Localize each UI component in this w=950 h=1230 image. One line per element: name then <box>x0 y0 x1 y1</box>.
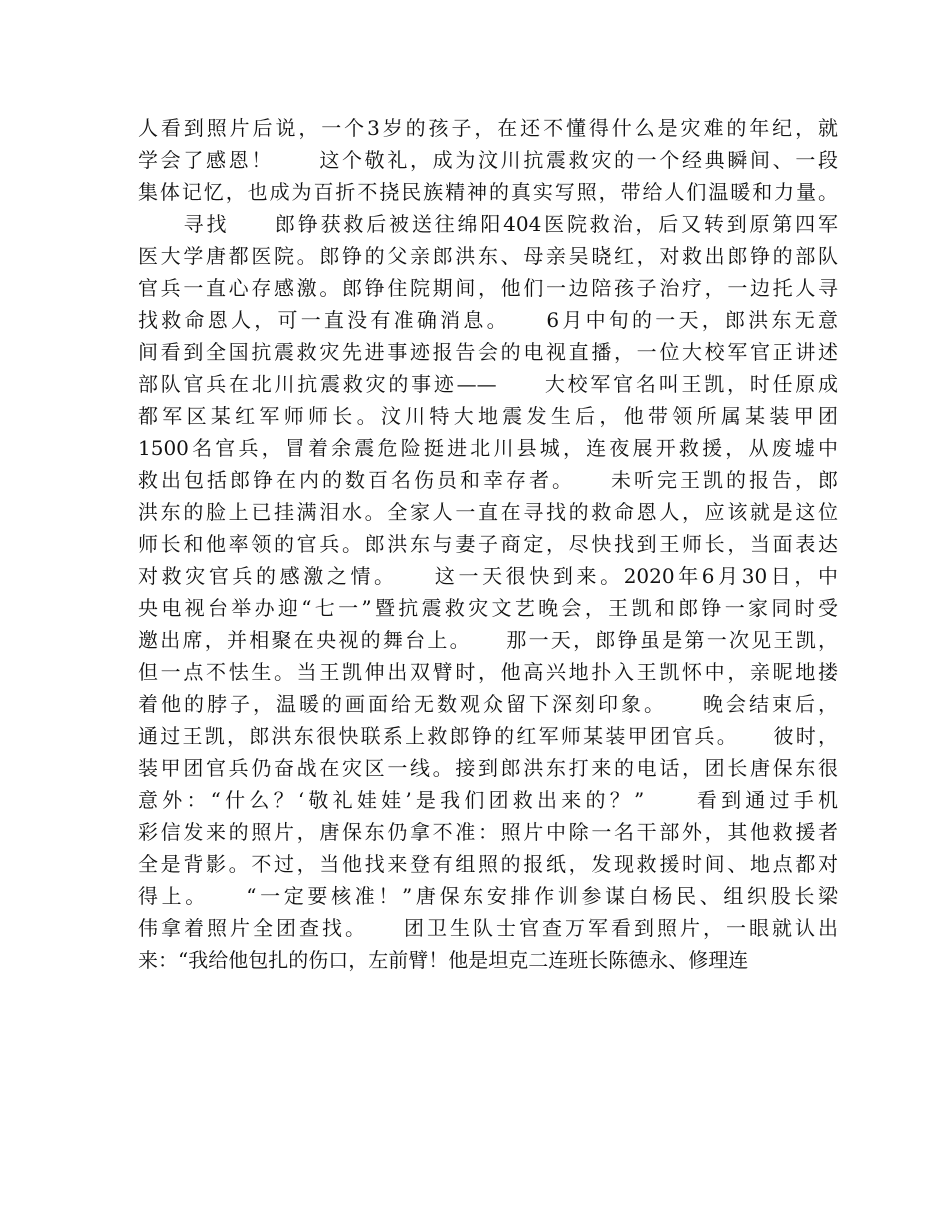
text-line: 全是背影。不过，当他找来登有组照的报纸，发现救援时间、地点都对 <box>138 852 838 876</box>
text-line: 救出包括郎铮在内的数百名伤员和幸存者。 未听完王凯的报告，郎 <box>138 468 838 492</box>
text-line: 部队官兵在北川抗震救灾的事迹—— 大校军官名叫王凯，时任原成 <box>138 372 838 396</box>
text-line: 装甲团官兵仍奋战在灾区一线。接到郎洪东打来的电话，团长唐保东很 <box>138 756 838 780</box>
text-line: 来：“我给他包扎的伤口，左前臂！他是坦克二连班长陈德永、修理连 <box>138 948 749 972</box>
text-line: 着他的脖子，温暖的画面给无数观众留下深刻印象。 晚会结束后， <box>138 692 838 716</box>
text-line: 学会了感恩！ 这个敬礼，成为汶川抗震救灾的一个经典瞬间、一段 <box>138 148 838 172</box>
text-line: 集体记忆，也成为百折不挠民族精神的真实写照，带给人们温暖和力量。 <box>138 180 838 204</box>
text-line: 通过王凯，郎洪东很快联系上救郎铮的红军师某装甲团官兵。 彼时， <box>138 724 838 748</box>
text-line: 央电视台举办迎“七一”暨抗震救灾文艺晚会，王凯和郎铮一家同时受 <box>138 596 838 620</box>
text-line: 寻找 郎铮获救后被送往绵阳404医院救治，后又转到原第四军 <box>138 212 838 236</box>
text-line: 间看到全国抗震救灾先进事迹报告会的电视直播，一位大校军官正讲述 <box>138 340 838 364</box>
text-line: 师长和他率领的官兵。郎洪东与妻子商定，尽快找到王师长，当面表达 <box>138 532 838 556</box>
text-line: 都军区某红军师师长。汶川特大地震发生后，他带领所属某装甲团 <box>138 404 838 428</box>
body-text <box>138 112 838 976</box>
text-line: 对救灾官兵的感激之情。 这一天很快到来。2020年6月30日，中 <box>138 564 838 588</box>
text-line: 洪东的脸上已挂满泪水。全家人一直在寻找的救命恩人，应该就是这位 <box>138 500 838 524</box>
text-line: 找救命恩人，可一直没有准确消息。 6月中旬的一天，郎洪东无意 <box>138 308 838 332</box>
text-line: 但一点不怯生。当王凯伸出双臂时，他高兴地扑入王凯怀中，亲昵地搂 <box>138 660 838 684</box>
text-line: 邀出席，并相聚在央视的舞台上。 那一天，郎铮虽是第一次见王凯， <box>138 628 838 652</box>
text-line: 人看到照片后说，一个3岁的孩子，在还不懂得什么是灾难的年纪，就 <box>138 116 838 140</box>
text-line: 彩信发来的照片，唐保东仍拿不准：照片中除一名干部外，其他救援者 <box>138 820 838 844</box>
text-line: 官兵一直心存感激。郎铮住院期间，他们一边陪孩子治疗，一边托人寻 <box>138 276 838 300</box>
text-line: 1500名官兵，冒着余震危险挺进北川县城，连夜展开救援，从废墟中 <box>138 436 838 460</box>
text-line: 医大学唐都医院。郎铮的父亲郎洪东、母亲吴晓红，对救出郎铮的部队 <box>138 244 838 268</box>
text-line: 得上。 “一定要核准！”唐保东安排作训参谋白杨民、组织股长梁 <box>138 884 838 908</box>
text-line: 意外：“什么？‘敬礼娃娃’是我们团救出来的？” 看到通过手机 <box>138 788 838 812</box>
text-line: 伟拿着照片全团查找。 团卫生队士官查万军看到照片，一眼就认出 <box>138 916 838 940</box>
